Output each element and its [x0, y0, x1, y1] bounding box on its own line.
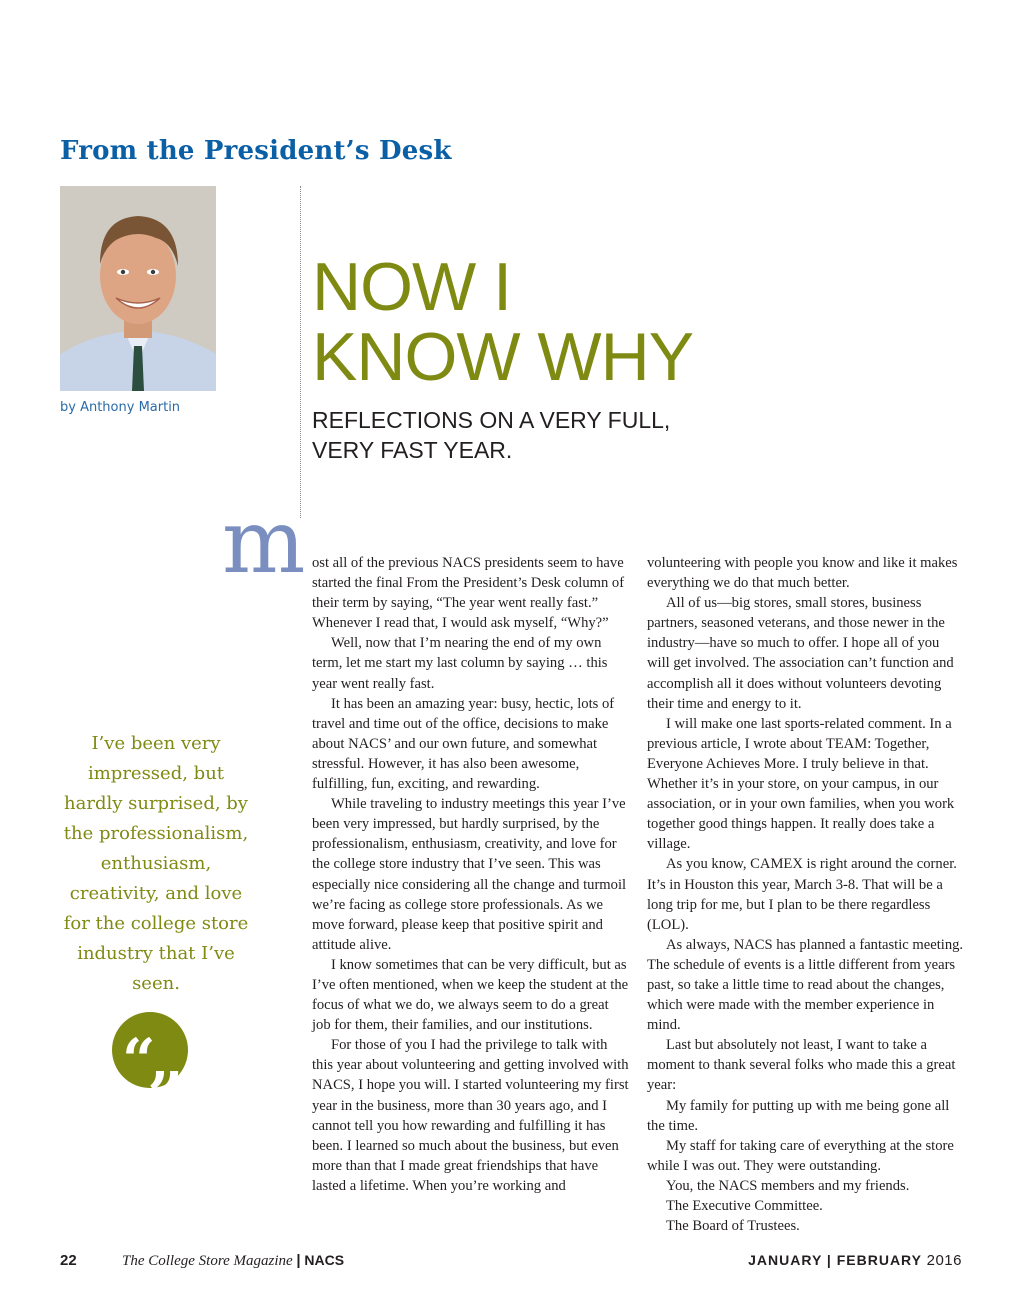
paragraph: You, the NACS members and my friends.	[666, 1177, 910, 1194]
paragraph: My family for putting up with me being gone all the time.	[647, 1097, 950, 1134]
paragraph: ost all of the previous NACS presidents seem to have started the final From the President’s Desk column of their term by saying, “The year went really fast.” Whenever I read that, I would ask myself, “Why?”	[312, 555, 625, 632]
paragraph: All of us—big stores, small stores, business partners, seasoned veterans, and those newer in the industry—have so much to offer. I hope all of you will get involved. The association can’t function and accomplish all it does without volunteers devoting their time and energy to it.	[647, 595, 954, 712]
author-portrait-image	[60, 186, 216, 391]
issue-date	[748, 1252, 962, 1269]
paragraph: The Executive Committee.	[666, 1198, 823, 1214]
footer-separator: |	[296, 1252, 301, 1269]
paragraph: As always, NACS has planned a fantastic meeting. The schedule of events is a little different from years past, so take a little time to read about the changes, which were made with the member experience in mind.	[647, 936, 964, 1034]
magazine-credit	[122, 1252, 344, 1270]
page-footer	[0, 1252, 1024, 1276]
paragraph: As you know, CAMEX is right around the corner. It’s in Houston this year, March 3-8. That will be a long trip for me, but I plan to be there regardless (LOL).	[647, 856, 957, 933]
subhead	[312, 405, 692, 465]
subhead-line-1: REFLECTIONS ON A VERY FULL,	[312, 407, 671, 433]
article-column-right	[647, 553, 965, 1236]
paragraph: Last but absolutely not least, I want to take a moment to thank several folks who made this a great year:	[647, 1037, 956, 1094]
magazine-name: The College Store Magazine	[122, 1253, 293, 1269]
author-photo	[60, 186, 216, 391]
byline: by Anthony Martin	[60, 400, 181, 415]
paragraph: I will make one last sports-related comment. In a previous article, I wrote about TEAM: Together, Everyone Achieves More. I truly believe in that. Whether it’s in your store, on your campus, in our association, or in your own families, when you work together good things happen. It really does take a village.	[647, 715, 955, 853]
issue-year: 2016	[926, 1252, 962, 1269]
pull-quote: I’ve been very impressed, but hardly surprised, by the professionalism, enthusiasm, creativity, and love for the college store industry that I’ve seen.	[63, 733, 249, 994]
drop-cap: m	[222, 490, 306, 593]
headline	[312, 249, 694, 395]
article-column-left	[312, 553, 630, 1196]
headline-line-2: KNOW WHY	[312, 319, 694, 395]
paragraph: It has been an amazing year: busy, hectic, lots of travel and time out of the office, decisions to make about NACS’ and our own future, and somewhat stressful. However, it has also been awesome, fulfilling, fun, exciting, and rewarding.	[312, 695, 615, 793]
paragraph: I know sometimes that can be very difficult, but as I’ve often mentioned, when we keep the student at the focus of what we do, we always seem to do a great job for them, their families, and our institutions.	[312, 956, 629, 1034]
page-number: 22	[60, 1252, 77, 1269]
vertical-divider	[300, 186, 301, 518]
headline-line-1: NOW I	[312, 249, 511, 325]
quote-icon: “,,	[112, 1012, 188, 1088]
org-name: NACS	[304, 1252, 345, 1268]
subhead-line-2: VERY FAST YEAR.	[312, 437, 513, 463]
paragraph: My staff for taking care of everything at the store while I was out. They were outstanding.	[647, 1137, 954, 1174]
issue-months: JANUARY | FEBRUARY	[748, 1252, 922, 1268]
paragraph-continuation: volunteering with people you know and like it makes everything we do that much better.	[647, 555, 958, 592]
paragraph: While traveling to industry meetings this year I’ve been very impressed, but hardly surprised, by the professionalism, enthusiasm, creativity, and love for the college store industry that I’ve seen. This was especially nice considering all the change and turmoil we’re facing as college store professionals. As we move forward, please keep that positive spirit and attitude alive.	[312, 796, 627, 953]
section-title: From the President’s Desk	[60, 136, 452, 166]
paragraph: For those of you I had the privilege to talk with this year about volunteering and getting involved with NACS, I hope you will. I started volunteering my first year in the business, more than 30 years ago, and I cannot tell you how rewarding and fulfilling it has been. I learned so much about the business, but even more than that I made great friendships that have lasted a lifetime. When you’re working and	[312, 1037, 629, 1194]
paragraph: The Board of Trustees.	[666, 1218, 800, 1235]
paragraph: Well, now that I’m nearing the end of my own term, let me start my last column by saying … this year went really fast.	[312, 635, 608, 692]
